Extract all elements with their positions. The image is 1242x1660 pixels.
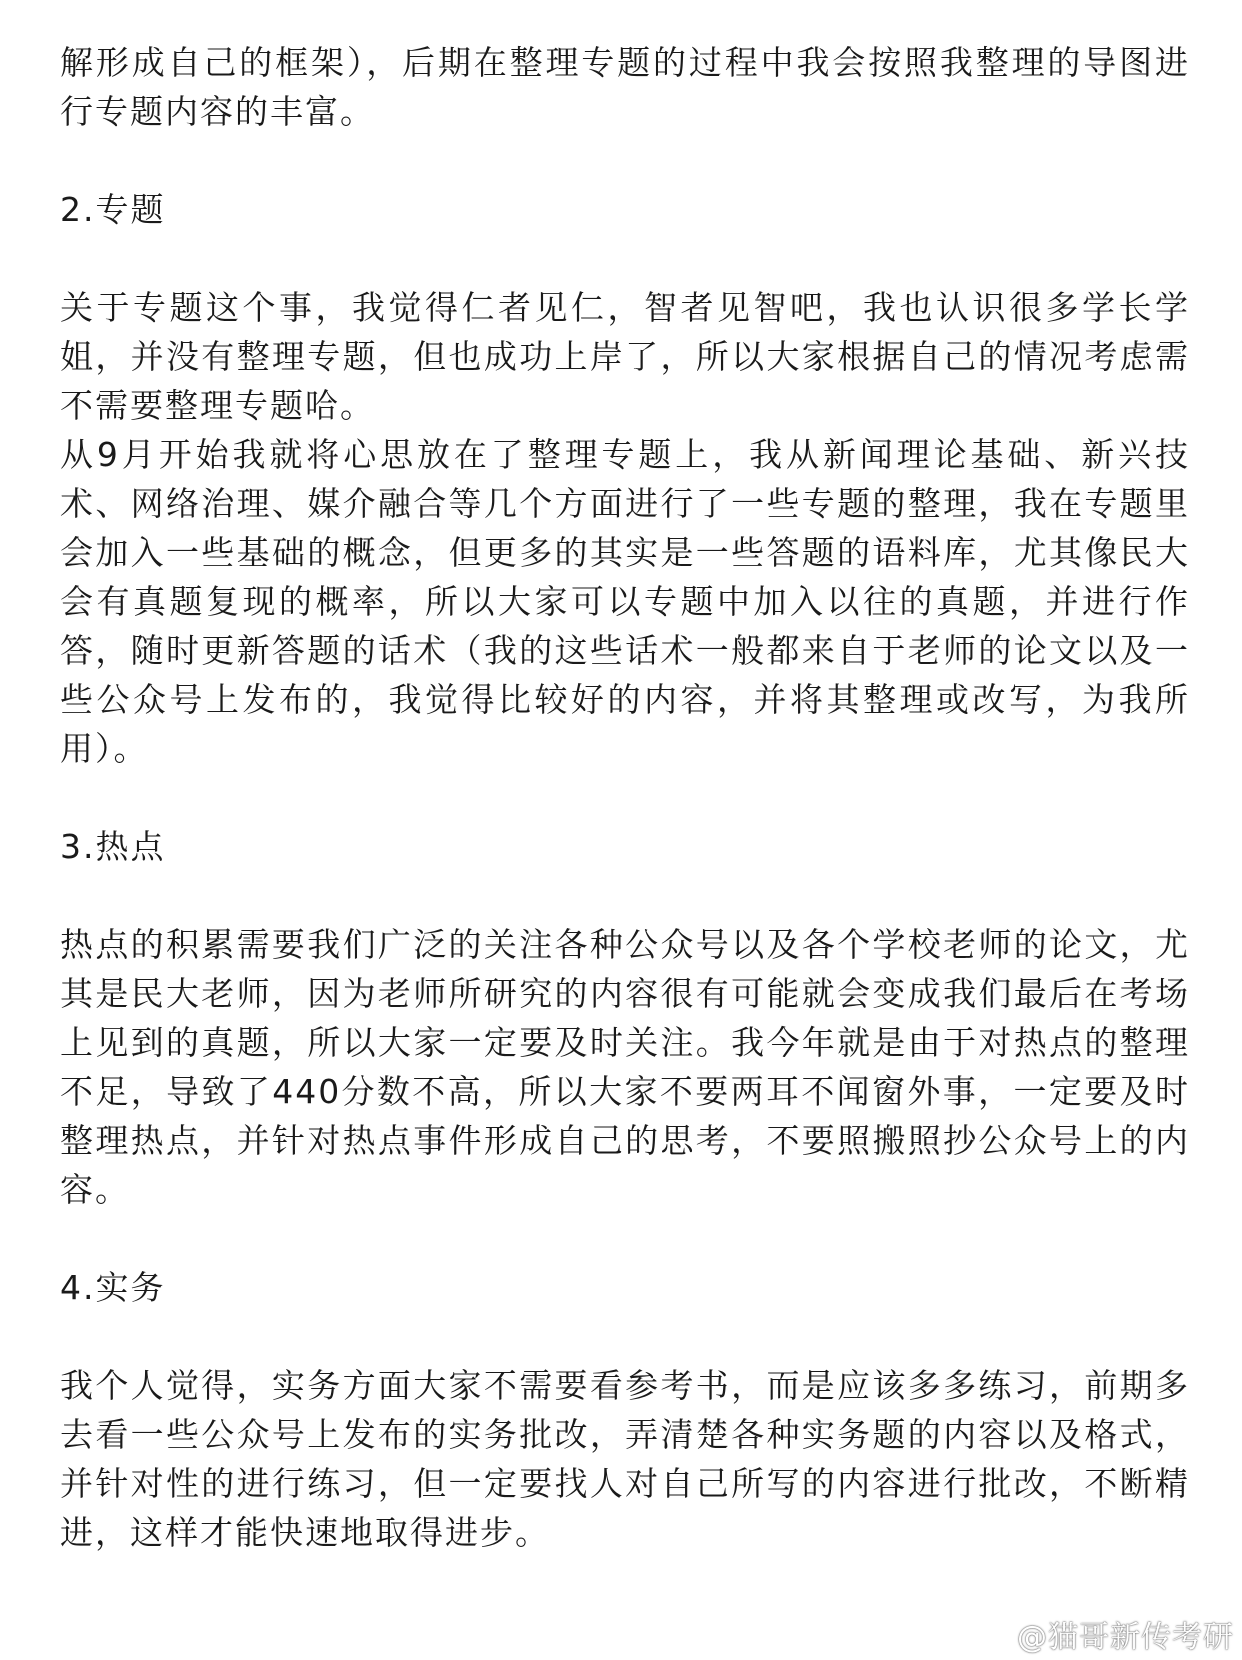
section-heading-hotspots: 3.热点 [60, 827, 166, 866]
topics-paragraph: 关于专题这个事，我觉得仁者见仁，智者见智吧，我也认识很多学长学姐，并没有整理专题，但也成功上岸了，所以大家根据自己的情况考虑需不需要整理专题哈。 从9月开始我就将心思放在了整理专题上，我从新闻理论基础、新兴技术、网络治理、媒介融合等几个方面进行了一些专题的整理，我在专题里会加入一些基础的概念，但更多的其实是一些答题的语料库，尤其像民大会有真题复现的概率，所以大家可以专题中加入以往的真题，并进行作答，随时更新答题的话术（我的这些话术一般都来自于老师的论文以及一些公众号上发布的，我觉得比较好的内容，并将其整理或改写，为我所用）。 [60, 288, 1190, 768]
article-body [60, 38, 1190, 1557]
section-heading-topics: 2.专题 [60, 190, 166, 229]
watermark [967, 1614, 1234, 1654]
weibo-logo-icon [967, 1612, 1011, 1656]
watermark-text: @猫哥新传考研 [1017, 1620, 1234, 1655]
section-heading-practice: 4.实务 [60, 1268, 166, 1307]
hotspots-paragraph: 热点的积累需要我们广泛的关注各种公众号以及各个学校老师的论文，尤其是民大老师，因为老师所研究的内容很有可能就会变成我们最后在考场上见到的真题，所以大家一定要及时关注。我今年就是由于对热点的整理不足，导致了440分数不高，所以大家不要两耳不闻窗外事，一定要及时整理热点，并针对热点事件形成自己的思考，不要照搬照抄公众号上的内容。 [60, 925, 1190, 1209]
practice-paragraph: 我个人觉得，实务方面大家不需要看参考书，而是应该多多练习，前期多去看一些公众号上发布的实务批改，弄清楚各种实务题的内容以及格式，并针对性的进行练习，但一定要找人对自己所写的内容进行批改，不断精进，这样才能快速地取得进步。 [60, 1366, 1190, 1552]
intro-paragraph: 解形成自己的框架），后期在整理专题的过程中我会按照我整理的导图进行专题内容的丰富。 [60, 43, 1190, 131]
